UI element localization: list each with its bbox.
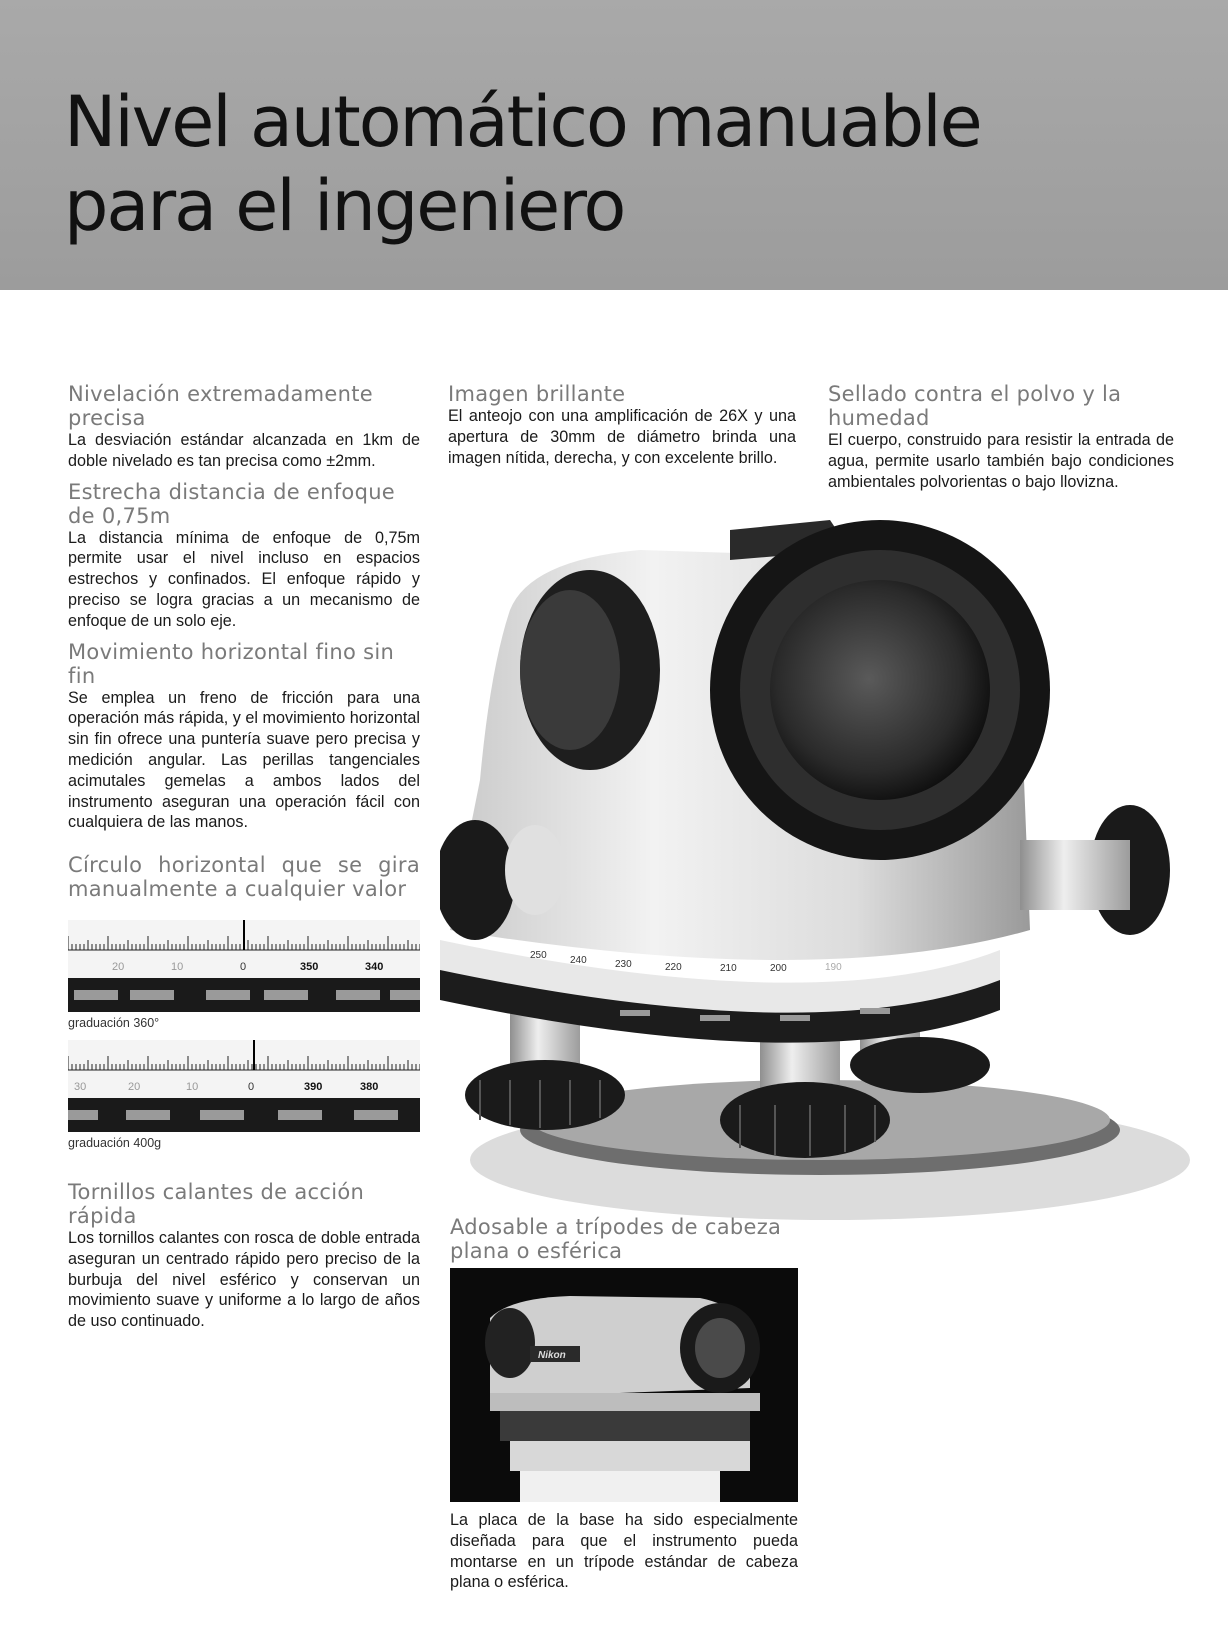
ring-label: 190	[825, 962, 842, 973]
ring-label: 250	[530, 950, 547, 961]
section-title: Adosable a trípodes de cabeza plana o esférica	[450, 1215, 782, 1263]
title-line-2: para el ingeniero	[64, 165, 625, 247]
section-tripod-title	[450, 1215, 798, 1263]
section-body: El cuerpo, construido para resistir la entrada de agua, permite usarlo también bajo condiciones ambientales polvorientas o bajo llovizna.	[828, 431, 1174, 491]
section-body: La desviación estándar alcanzada en 1km de doble nivelado es tan precisa como ±2mm.	[68, 431, 420, 470]
scale-tick-label: 390	[304, 1081, 323, 1093]
instrument-photo	[440, 520, 1220, 1240]
scale-360	[68, 920, 420, 1030]
section-body: La distancia mínima de enfoque de 0,75m permite usar el nivel incluso en espacios estrechos y confinados. El enfoque rápido y preciso se logra gracias a un mecanismo de enfoque de un solo eje.	[68, 528, 420, 630]
section-body: Se emplea un freno de fricción para una operación más rápida, y el movimiento horizontal sin fin ofrece una puntería suave pero precisa y medición angular. Las perillas tangenciales acimutales gemelas a ambos lados del instrumento aseguran una operación fácil con cualquiera de las manos.	[68, 688, 420, 832]
section-body: Los tornillos calantes con rosca de doble entrada aseguran un centrado rápido pero preciso de la burbuja del nivel esférico y conservan un movimiento suave y uniforme a lo largo de años de uso continuado.	[68, 1229, 420, 1331]
scale-tick-label: 20	[112, 961, 125, 973]
section-circle	[68, 853, 420, 901]
title-banner	[0, 0, 1228, 290]
section-tripod-body	[450, 1510, 798, 1593]
scale-360-graphic	[68, 920, 420, 1012]
brand-plate: Nikon	[538, 1350, 566, 1361]
scale-caption: graduación 360°	[68, 1016, 160, 1030]
scale-tick-label: 0	[240, 961, 247, 973]
ring-label: 220	[665, 962, 682, 973]
automatic-level-illustration	[440, 520, 1220, 1240]
title-line-1: Nivel automático manuable	[64, 81, 981, 163]
section-title: Tornillos calantes de acción rápida	[68, 1180, 365, 1228]
tripod-photo	[450, 1268, 798, 1502]
ring-label: 200	[770, 963, 787, 974]
section-sealed	[828, 382, 1174, 492]
section-horizontal	[68, 640, 420, 834]
section-body: El anteojo con una amplificación de 26X y una apertura de 30mm de diámetro brinda una imagen nítida, derecha, y con excelente brillo.	[448, 407, 796, 467]
left-column	[68, 382, 420, 901]
section-title: Círculo horizontal que se gira manualmente a cualquier valor	[68, 853, 420, 902]
scale-caption: graduación 400g	[68, 1136, 162, 1150]
scale-tick-label: 30	[74, 1081, 87, 1093]
scale-tick-label: 20	[128, 1081, 141, 1093]
page-title	[64, 80, 981, 248]
section-title: Estrecha distancia de enfoque de 0,75m	[68, 479, 396, 528]
section-title: Movimiento horizontal fino sin fin	[68, 639, 395, 688]
section-precision	[68, 382, 420, 472]
scale-tick-label: 0	[248, 1081, 255, 1093]
scale-400-graphic	[68, 1040, 420, 1132]
scale-tick-label: 380	[360, 1081, 379, 1093]
scale-tick-label: 10	[186, 1081, 199, 1093]
section-title: Sellado contra el polvo y la humedad	[828, 382, 1122, 430]
ring-label: 230	[615, 959, 632, 970]
scale-tick-label: 350	[300, 961, 319, 973]
section-body: La placa de la base ha sido especialmente diseñada para que el instrumento pueda montarse en un trípode estándar de cabeza plana o esférica.	[450, 1511, 798, 1592]
section-screws	[68, 1180, 420, 1332]
section-title: Nivelación extremadamente precisa	[68, 382, 373, 430]
section-title: Imagen brillante	[448, 382, 626, 406]
ring-label: 210	[720, 963, 737, 974]
scale-tick-label: 10	[171, 961, 184, 973]
section-image	[448, 382, 796, 468]
instrument-on-tripod-illustration	[450, 1268, 798, 1502]
ring-label: 240	[570, 955, 587, 966]
section-focus	[68, 480, 420, 632]
scale-tick-label: 340	[365, 961, 384, 973]
scale-400	[68, 1040, 420, 1150]
